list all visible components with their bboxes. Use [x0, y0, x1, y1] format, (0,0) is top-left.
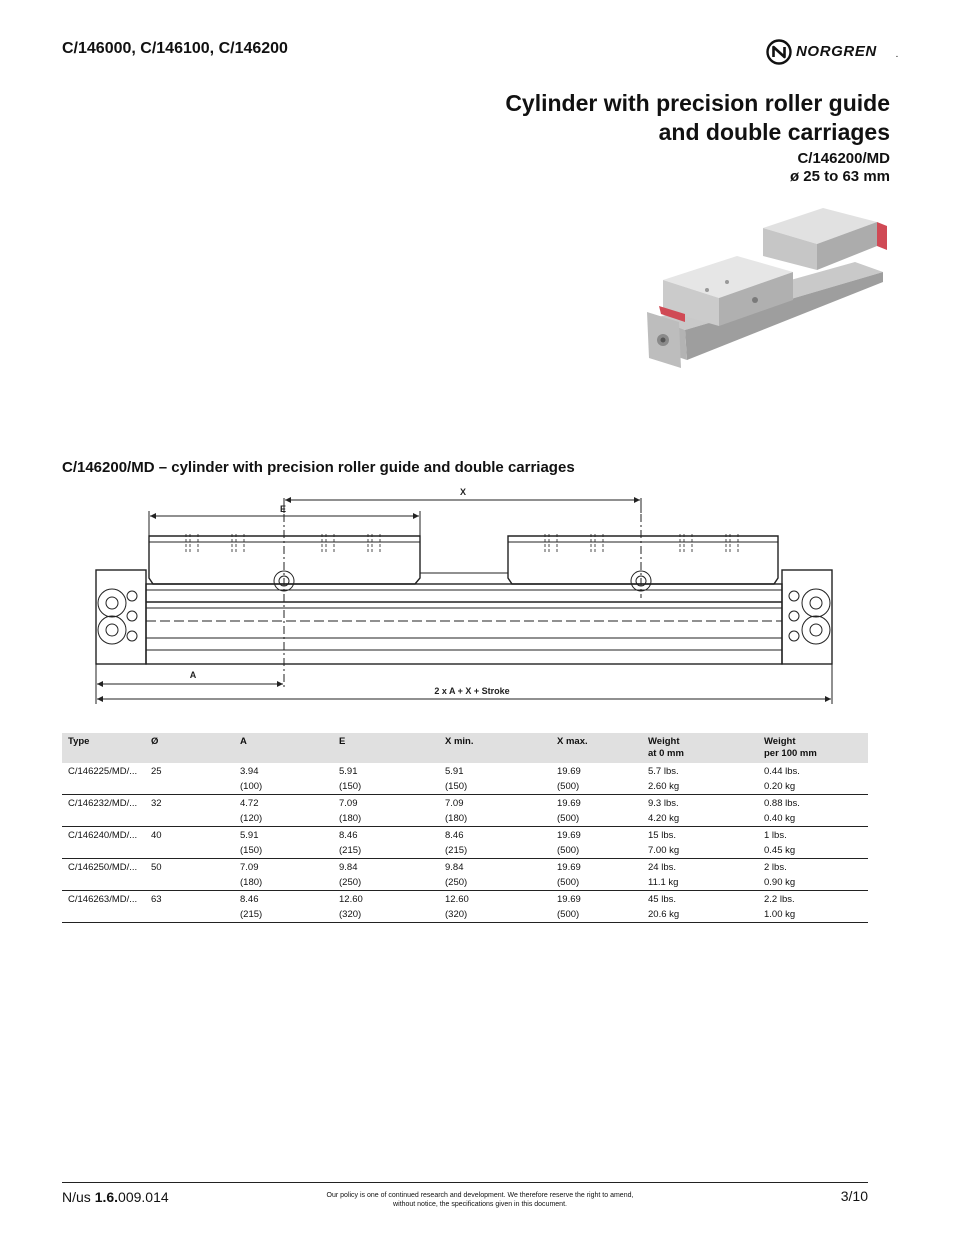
column-header-x-min: X min. [439, 733, 551, 763]
document-number: N/us 1.6.009.014 [62, 1189, 169, 1205]
column-header-type: Type [62, 733, 145, 763]
column-header-bore: Ø [145, 733, 234, 763]
table-row: C/146240/MD/... 40 5.91 8.46 8.46 19.69 15 lbs. 1 lbs. [68, 830, 787, 841]
dimension-label-x: X [459, 487, 467, 497]
table-row: (120) (180) (180) (500) 4.20 kg 0.40 kg [62, 811, 868, 827]
page-number: 3/10 [840, 1188, 868, 1204]
dimension-label-a: A [189, 670, 197, 680]
table-row: C/146250/MD/... 50 7.09 9.84 9.84 19.69 24 lbs. 2 lbs. [68, 862, 787, 873]
policy-notice: Our policy is one of continued research and development. We therefore reserve the right to amend, without notice, the specifications given in this document. [326, 1192, 634, 1208]
table-row: (100) (150) (150) (500) 2.60 kg 0.20 kg [62, 779, 868, 795]
page-title-line2: and double carriages [658, 119, 890, 145]
column-header-weight-100mm: Weight per 100 mm [758, 733, 868, 763]
brand-name: NORGREN [796, 43, 877, 60]
table-row: C/146263/MD/... 63 8.46 12.60 12.60 19.69 45 lbs. 2.2 lbs. [68, 894, 795, 905]
norgren-logo: NORGREN . [766, 38, 900, 66]
product-photo [645, 200, 890, 375]
table-row: (215) (320) (320) (500) 20.6 kg 1.00 kg [62, 907, 868, 923]
bore-range: ø 25 to 63 mm [789, 168, 890, 185]
header-product-codes: C/146000, C/146100, C/146200 [62, 40, 288, 57]
column-header-a: A [234, 733, 333, 763]
norgren-emblem-icon [766, 39, 792, 65]
table-row: (150) (215) (215) (500) 7.00 kg 0.45 kg [62, 843, 868, 859]
footer-divider [62, 1182, 868, 1183]
table-header-row [62, 733, 868, 763]
dimension-label-total: 2 x A + X + Stroke [434, 686, 510, 696]
table-row: C/146225/MD/... 25 3.94 5.91 5.91 19.69 5.7 lbs. 0.44 lbs. [68, 766, 800, 777]
page-title-line1: Cylinder with precision roller guide [505, 90, 890, 116]
table-row: (180) (250) (250) (500) 11.1 kg 0.90 kg [62, 875, 868, 891]
table-row: C/146232/MD/... 32 4.72 7.09 7.09 19.69 9.3 lbs. 0.88 lbs. [68, 798, 800, 809]
specification-table [62, 733, 868, 923]
section-heading: C/146200/MD – cylinder with precision roller guide and double carriages [62, 459, 575, 476]
dimension-label-e: E [279, 504, 287, 514]
column-header-weight-0mm: Weight at 0 mm [642, 733, 758, 763]
dimension-drawing [60, 478, 880, 713]
model-code: C/146200/MD [797, 150, 890, 167]
column-header-x-max: X max. [551, 733, 642, 763]
column-header-e: E [333, 733, 439, 763]
